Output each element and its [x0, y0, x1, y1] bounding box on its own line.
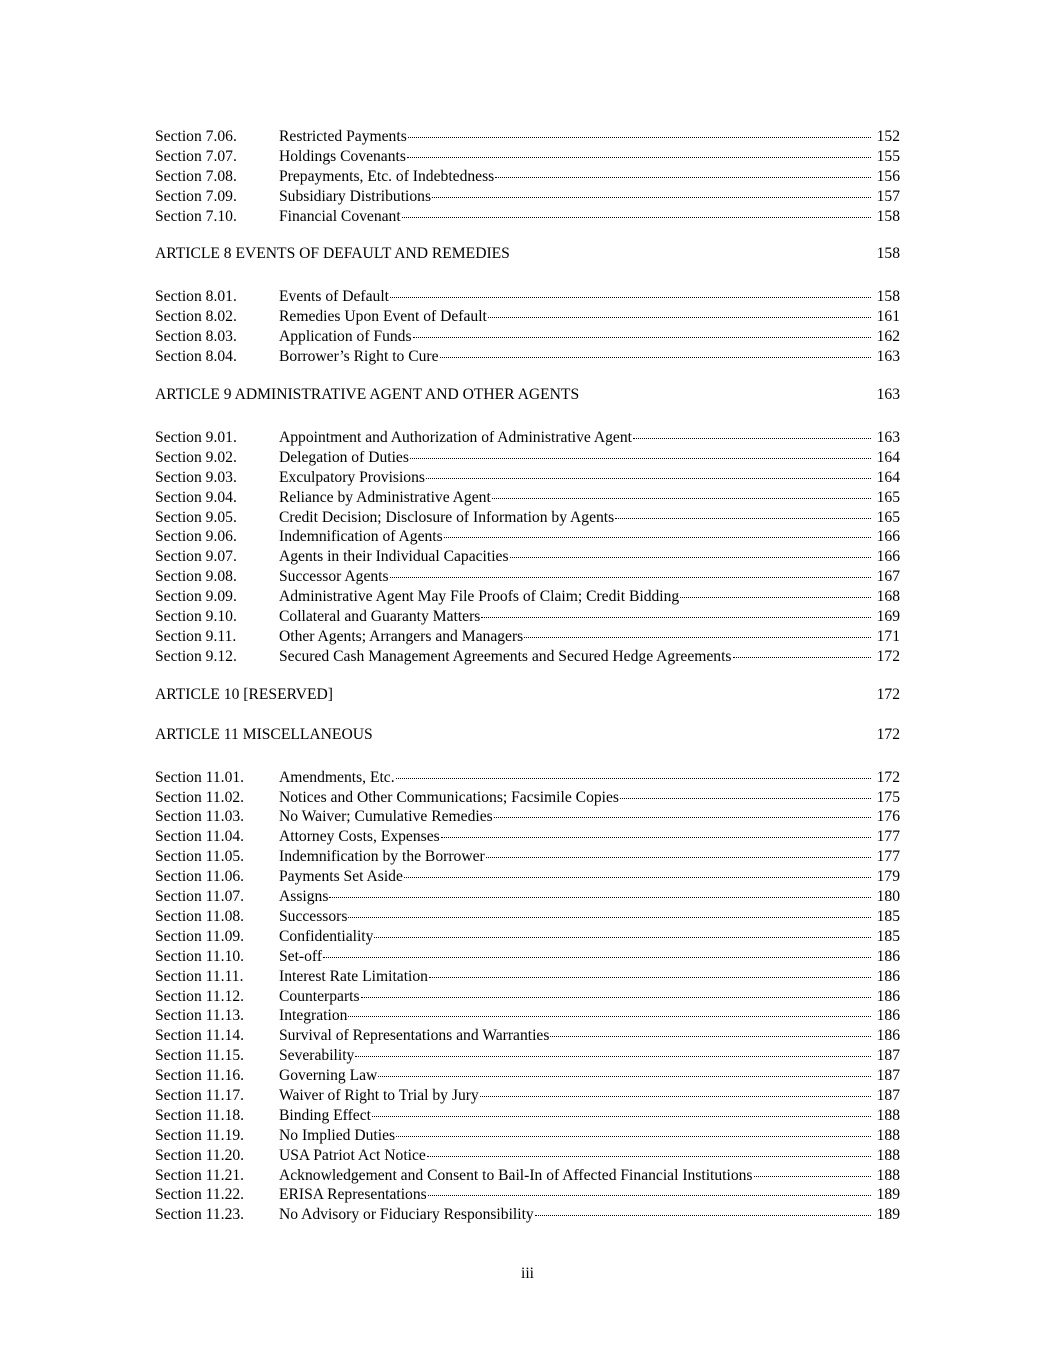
dot-leader — [495, 177, 871, 178]
dot-leader — [407, 157, 871, 158]
section-number: Section 8.02. — [155, 308, 237, 326]
toc-entry[interactable] — [155, 947, 900, 967]
section-number: Section 11.15. — [155, 1047, 245, 1065]
section-title: Waiver of Right to Trial by Jury — [279, 1086, 479, 1104]
toc-entry[interactable] — [155, 547, 900, 567]
section-title: No Waiver; Cumulative Remedies — [279, 808, 493, 826]
dot-leader — [444, 537, 871, 538]
toc-entry[interactable] — [155, 807, 900, 827]
section-page: 167 — [876, 568, 900, 586]
section-page: 165 — [876, 508, 900, 526]
toc-entry[interactable] — [155, 428, 900, 448]
section-page: 177 — [876, 848, 900, 866]
dot-leader — [432, 197, 871, 198]
dot-leader — [413, 337, 871, 338]
toc-entry[interactable] — [155, 167, 900, 187]
toc-entry[interactable] — [155, 1205, 900, 1225]
dot-leader — [374, 937, 871, 938]
section-title: USA Patriot Act Notice — [279, 1146, 426, 1164]
section-page: 188 — [876, 1126, 900, 1144]
dot-leader — [510, 557, 871, 558]
toc-group-article-11-sections — [155, 768, 900, 1225]
section-page: 169 — [876, 608, 900, 626]
section-page: 158 — [876, 288, 900, 306]
section-title: Delegation of Duties — [279, 448, 409, 466]
section-page: 158 — [876, 207, 900, 225]
section-page: 164 — [876, 468, 900, 486]
dot-leader — [481, 617, 871, 618]
dot-leader — [408, 137, 871, 138]
section-number: Section 7.08. — [155, 167, 237, 185]
section-page: 185 — [876, 927, 900, 945]
section-number: Section 11.05. — [155, 848, 245, 866]
toc-entry[interactable] — [155, 768, 900, 788]
section-title: Acknowledgement and Consent to Bail-In of Affected Financial Institutions — [279, 1166, 753, 1184]
toc-entry[interactable] — [155, 587, 900, 607]
toc-entry[interactable] — [155, 207, 900, 227]
toc-entry[interactable] — [155, 1026, 900, 1046]
toc-entry[interactable] — [155, 1086, 900, 1106]
section-page: 186 — [876, 987, 900, 1005]
toc-entry[interactable] — [155, 147, 900, 167]
section-number: Section 11.03. — [155, 808, 245, 826]
section-number: Section 9.12. — [155, 647, 237, 665]
article-title: ARTICLE 8 EVENTS OF DEFAULT AND REMEDIES — [155, 245, 510, 263]
dot-leader — [615, 518, 871, 519]
toc-entry[interactable] — [155, 187, 900, 207]
section-title: Remedies Upon Event of Default — [279, 308, 487, 326]
section-title: Restricted Payments — [279, 128, 407, 145]
section-number: Section 9.01. — [155, 429, 237, 447]
dot-leader — [410, 458, 871, 459]
section-number: Section 11.23. — [155, 1206, 245, 1224]
section-title: Severability — [279, 1047, 355, 1065]
toc-entry[interactable] — [155, 827, 900, 847]
section-title: Secured Cash Management Agreements and Secured Hedge Agreements — [279, 647, 732, 665]
toc-entry[interactable] — [155, 847, 900, 867]
section-page: 166 — [876, 528, 900, 546]
toc-entry[interactable] — [155, 468, 900, 488]
section-page: 165 — [876, 488, 900, 506]
toc-entry[interactable] — [155, 907, 900, 927]
section-number: Section 11.18. — [155, 1106, 245, 1124]
toc-entry[interactable] — [155, 448, 900, 468]
section-title: Holdings Covenants — [279, 147, 406, 165]
dot-leader — [524, 637, 871, 638]
section-title: Credit Decision; Disclosure of Information by Agents — [279, 508, 615, 526]
section-title: Administrative Agent May File Proofs of Claim; Credit Bidding — [279, 588, 680, 606]
toc-entry[interactable] — [155, 1106, 900, 1126]
dot-leader — [492, 498, 871, 499]
section-title: Reliance by Administrative Agent — [279, 488, 491, 506]
section-number: Section 11.06. — [155, 868, 245, 886]
toc-entry[interactable] — [155, 607, 900, 627]
toc-entry[interactable] — [155, 127, 900, 147]
section-page: 186 — [876, 947, 900, 965]
section-number: Section 11.09. — [155, 927, 245, 945]
section-number: Section 7.06. — [155, 128, 237, 145]
dot-leader — [535, 1215, 871, 1216]
toc-entry[interactable] — [155, 887, 900, 907]
section-number: Section 7.10. — [155, 207, 237, 225]
toc-entry[interactable] — [155, 327, 900, 347]
section-title: Payments Set Aside — [279, 868, 403, 886]
section-page: 176 — [876, 808, 900, 826]
section-number: Section 9.03. — [155, 468, 237, 486]
section-title: Other Agents; Arrangers and Managers — [279, 627, 524, 645]
section-title: Application of Funds — [279, 328, 412, 346]
section-title: Counterparts — [279, 987, 360, 1005]
dot-leader — [754, 1176, 872, 1177]
section-title: Financial Covenant — [279, 207, 401, 225]
section-number: Section 11.20. — [155, 1146, 245, 1164]
section-page: 185 — [876, 907, 900, 925]
section-number: Section 9.10. — [155, 608, 237, 626]
dot-leader — [348, 1016, 871, 1017]
section-title: Successors — [279, 907, 348, 925]
section-number: Section 11.19. — [155, 1126, 245, 1144]
section-title: Notices and Other Communications; Facsimile Copies — [279, 788, 619, 806]
toc-entry[interactable] — [155, 508, 900, 528]
section-page: 186 — [876, 1007, 900, 1025]
section-page: 156 — [876, 167, 900, 185]
toc-entry[interactable] — [155, 1185, 900, 1205]
table-of-contents — [155, 127, 900, 1225]
section-title: Prepayments, Etc. of Indebtedness — [279, 167, 495, 185]
section-number: Section 9.02. — [155, 448, 237, 466]
article-heading-11[interactable] — [155, 725, 900, 745]
toc-entry[interactable] — [155, 567, 900, 587]
section-number: Section 8.01. — [155, 288, 237, 306]
dot-leader — [733, 657, 872, 658]
section-title: Amendments, Etc. — [279, 768, 395, 786]
section-title: Subsidiary Distributions — [279, 187, 432, 205]
section-page: 172 — [876, 768, 900, 786]
dot-leader — [329, 897, 871, 898]
toc-entry[interactable] — [155, 1126, 900, 1146]
section-number: Section 9.05. — [155, 508, 237, 526]
section-page: 186 — [876, 967, 900, 985]
toc-group-article-9-sections — [155, 428, 900, 667]
dot-leader — [550, 1036, 871, 1037]
toc-group-article-7-sections — [155, 127, 900, 226]
dot-leader — [348, 917, 871, 918]
dot-leader — [429, 977, 871, 978]
toc-group-article-8-sections — [155, 287, 900, 367]
section-number: Section 11.14. — [155, 1027, 245, 1045]
section-number: Section 11.13. — [155, 1007, 245, 1025]
article-heading-10[interactable] — [155, 685, 900, 705]
section-number: Section 11.21. — [155, 1166, 245, 1184]
dot-leader — [620, 798, 871, 799]
toc-entry[interactable] — [155, 1046, 900, 1066]
dot-leader — [480, 1096, 871, 1097]
section-number: Section 11.16. — [155, 1067, 245, 1085]
page-number: iii — [521, 1265, 534, 1282]
dot-leader — [372, 1116, 871, 1117]
section-page: 177 — [876, 828, 900, 846]
article-heading-8[interactable] — [155, 244, 900, 264]
section-number: Section 11.10. — [155, 947, 245, 965]
section-title: Interest Rate Limitation — [279, 967, 428, 985]
section-page: 175 — [876, 788, 900, 806]
article-heading-9[interactable] — [155, 385, 900, 405]
section-number: Section 9.09. — [155, 588, 237, 606]
section-title: Confidentiality — [279, 927, 374, 945]
section-title: Successor Agents — [279, 568, 389, 586]
section-page: 157 — [876, 187, 900, 205]
section-number: Section 7.09. — [155, 187, 237, 205]
section-page: 189 — [876, 1186, 900, 1204]
section-number: Section 9.06. — [155, 528, 237, 546]
section-number: Section 11.08. — [155, 907, 245, 925]
dot-leader — [402, 217, 871, 218]
dot-leader — [428, 1195, 871, 1196]
section-page: 164 — [876, 448, 900, 466]
section-title: No Implied Duties — [279, 1126, 396, 1144]
section-title: Attorney Costs, Expenses — [279, 828, 440, 846]
section-number: Section 11.02. — [155, 788, 245, 806]
section-title: Binding Effect — [279, 1106, 371, 1124]
section-title: Assigns — [279, 888, 329, 906]
section-title: Indemnification of Agents — [279, 528, 443, 546]
section-number: Section 11.11. — [155, 967, 244, 985]
section-title: Indemnification by the Borrower — [279, 848, 485, 866]
section-page: 161 — [876, 308, 900, 326]
article-title: ARTICLE 10 [RESERVED] — [155, 685, 333, 703]
section-page: 187 — [876, 1067, 900, 1085]
toc-entry[interactable] — [155, 1006, 900, 1026]
section-title: Governing Law — [279, 1067, 378, 1085]
toc-entry[interactable] — [155, 927, 900, 947]
toc-entry[interactable] — [155, 307, 900, 327]
section-number: Section 8.04. — [155, 348, 237, 366]
dot-leader — [355, 1056, 871, 1057]
toc-entry[interactable] — [155, 488, 900, 508]
section-number: Section 11.01. — [155, 768, 245, 786]
dot-leader — [396, 778, 871, 779]
section-title: Integration — [279, 1007, 348, 1025]
section-page: 187 — [876, 1086, 900, 1104]
dot-leader — [390, 577, 871, 578]
section-number: Section 11.22. — [155, 1186, 245, 1204]
section-title: Borrower’s Right to Cure — [279, 348, 439, 366]
section-title: Appointment and Authorization of Administrative Agent — [279, 429, 632, 447]
dot-leader — [494, 817, 871, 818]
toc-entry[interactable] — [155, 527, 900, 547]
toc-entry[interactable] — [155, 788, 900, 808]
section-title: Agents in their Individual Capacities — [279, 548, 509, 566]
toc-entry[interactable] — [155, 627, 900, 647]
section-title: No Advisory or Fiduciary Responsibility — [279, 1206, 534, 1224]
section-page: 155 — [876, 147, 900, 165]
section-number: Section 9.07. — [155, 548, 237, 566]
toc-entry[interactable] — [155, 1066, 900, 1086]
dot-leader — [426, 478, 871, 479]
dot-leader — [361, 997, 871, 998]
section-page: 180 — [876, 888, 900, 906]
section-number: Section 11.12. — [155, 987, 245, 1005]
section-title: Exculpatory Provisions — [279, 468, 425, 486]
section-page: 172 — [876, 647, 900, 665]
section-number: Section 11.17. — [155, 1086, 245, 1104]
section-title: Collateral and Guaranty Matters — [279, 608, 481, 626]
dot-leader — [404, 877, 871, 878]
section-page: 189 — [876, 1206, 900, 1224]
toc-entry[interactable] — [155, 1166, 900, 1186]
toc-entry[interactable] — [155, 1146, 900, 1166]
toc-entry[interactable] — [155, 867, 900, 887]
dot-leader — [378, 1076, 871, 1077]
section-page: 186 — [876, 1027, 900, 1045]
section-number: Section 9.04. — [155, 488, 237, 506]
toc-entry[interactable] — [155, 347, 900, 367]
section-page: 188 — [876, 1166, 900, 1184]
section-title: ERISA Representations — [279, 1186, 427, 1204]
section-page: 168 — [876, 588, 900, 606]
section-number: Section 7.07. — [155, 147, 237, 165]
section-page: 162 — [876, 328, 900, 346]
section-number: Section 9.11. — [155, 627, 237, 645]
dot-leader — [486, 857, 871, 858]
dot-leader — [390, 297, 871, 298]
dot-leader — [633, 438, 871, 439]
section-page: 171 — [876, 627, 900, 645]
toc-entry[interactable] — [155, 647, 900, 667]
dot-leader — [396, 1136, 871, 1137]
section-page: 188 — [876, 1106, 900, 1124]
toc-entry[interactable] — [155, 987, 900, 1007]
section-number: Section 9.08. — [155, 568, 237, 586]
dot-leader — [680, 597, 871, 598]
dot-leader — [323, 957, 871, 958]
section-title: Events of Default — [279, 288, 389, 306]
dot-leader — [488, 317, 871, 318]
article-page: 172 — [876, 685, 900, 703]
section-page: 166 — [876, 548, 900, 566]
toc-entry[interactable] — [155, 287, 900, 307]
section-number: Section 11.07. — [155, 888, 245, 906]
section-page: 163 — [876, 429, 900, 447]
section-page: 179 — [876, 868, 900, 886]
section-page: 163 — [876, 348, 900, 366]
toc-entry[interactable] — [155, 967, 900, 987]
section-title: Survival of Representations and Warranties — [279, 1027, 550, 1045]
section-page: 187 — [876, 1047, 900, 1065]
dot-leader — [427, 1156, 871, 1157]
section-title: Set-off — [279, 947, 323, 965]
section-number: Section 8.03. — [155, 328, 237, 346]
dot-leader — [440, 357, 871, 358]
article-page: 172 — [876, 725, 900, 743]
section-page: 188 — [876, 1146, 900, 1164]
dot-leader — [441, 837, 871, 838]
section-number: Section 11.04. — [155, 828, 245, 846]
article-title: ARTICLE 11 MISCELLANEOUS — [155, 725, 373, 743]
article-page: 158 — [876, 245, 900, 263]
article-page: 163 — [876, 386, 900, 404]
section-page: 152 — [876, 128, 900, 145]
article-title: ARTICLE 9 ADMINISTRATIVE AGENT AND OTHER AGENTS — [155, 386, 580, 404]
